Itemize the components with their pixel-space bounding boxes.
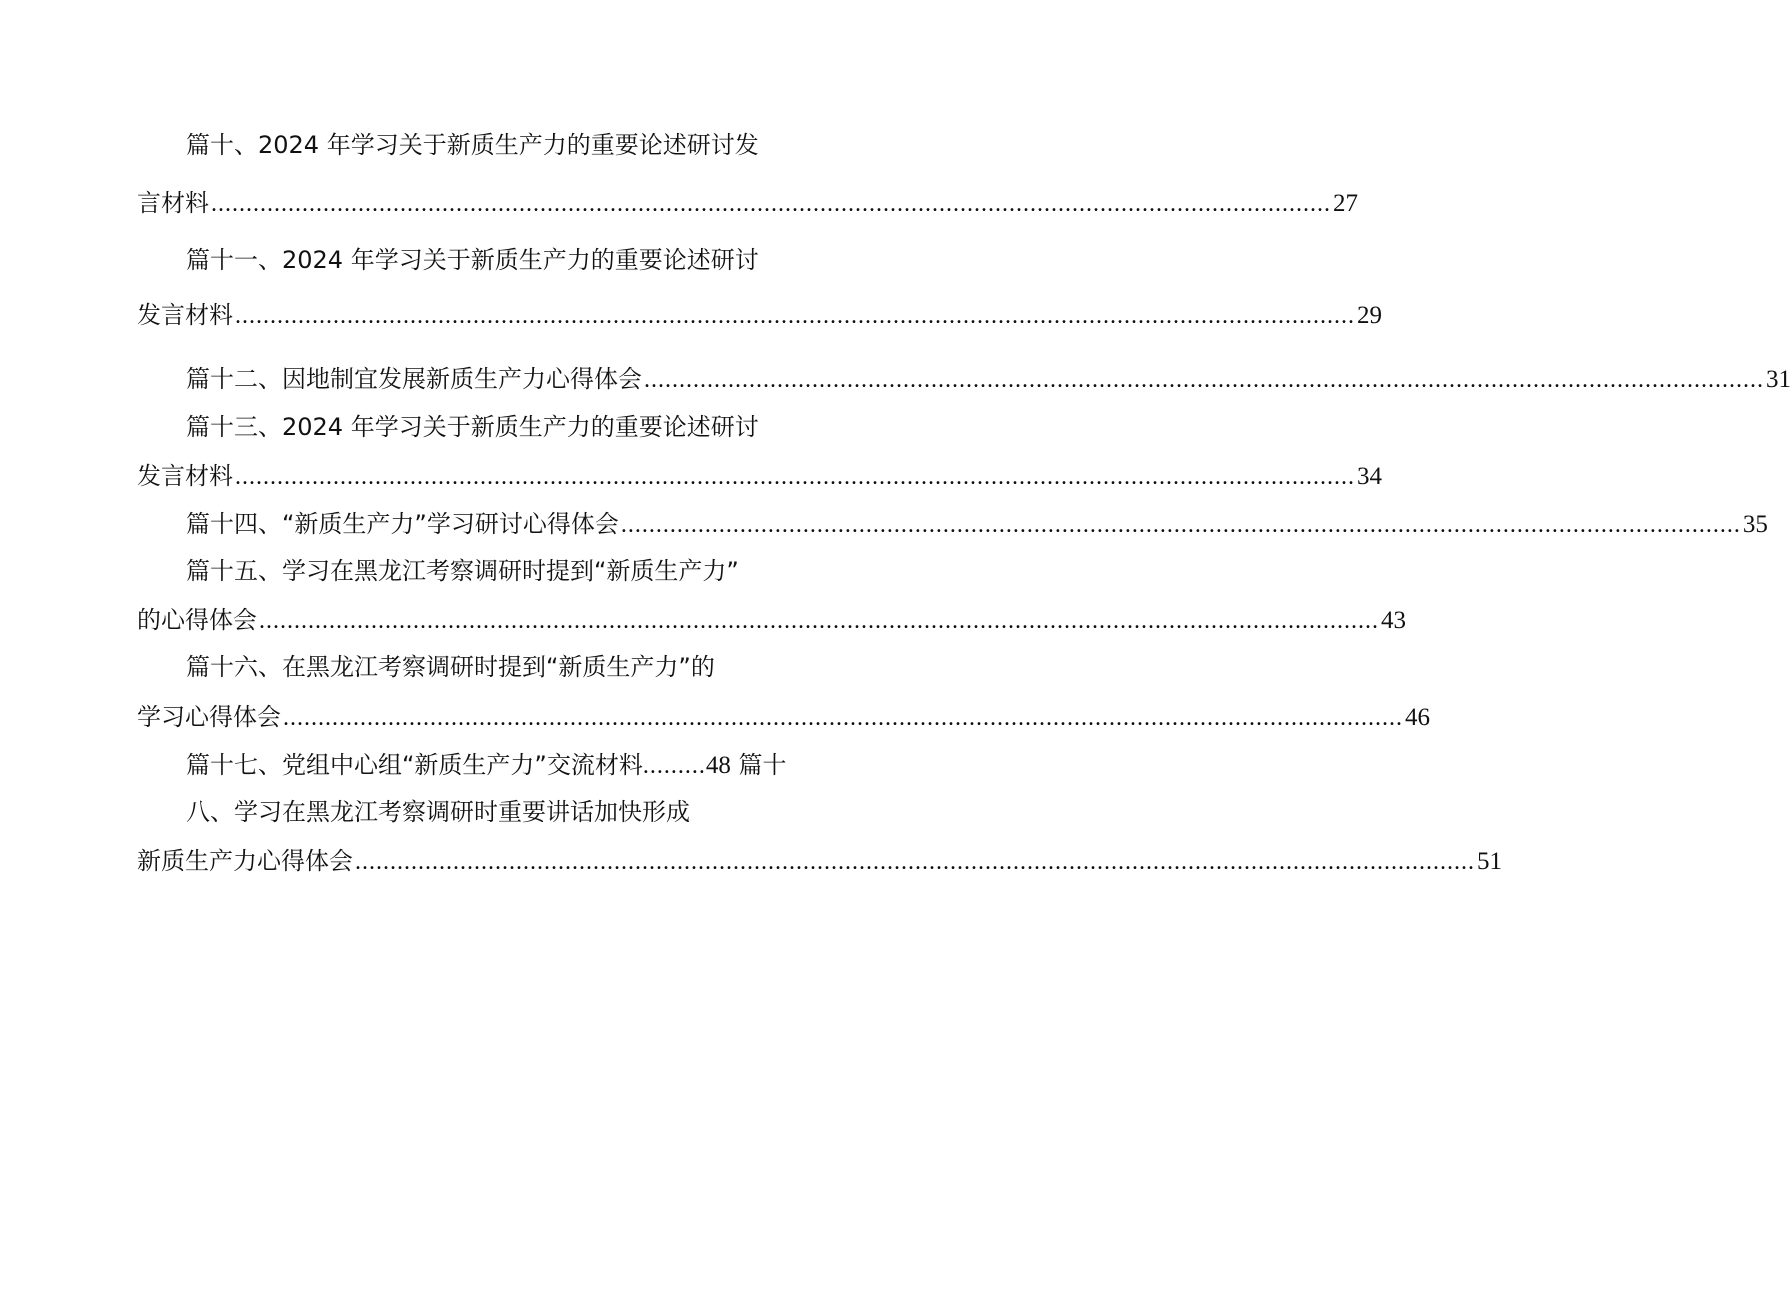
- toc-entry-text: 篇十三、2024 年学习关于新质生产力的重要论述研讨: [186, 413, 759, 441]
- toc-entry-text: 篇十五、学习在黑龙江考察调研时提到“新质生产力”: [186, 557, 739, 585]
- page-number: 51: [1477, 848, 1502, 875]
- dot-leader: ................................................................................................................................................................: [235, 303, 1355, 329]
- toc-entry-text: 篇十四、“新质生产力”学习研讨心得体会: [186, 510, 619, 538]
- dot-leader: ................................................................................................................................................................: [355, 849, 1475, 875]
- toc-entry-text: 篇十、2024 年学习关于新质生产力的重要论述研讨发: [186, 131, 759, 159]
- toc-entry-18-title[interactable]: [186, 795, 690, 829]
- toc-entry-text: 言材料: [137, 189, 209, 217]
- page-number: 48: [705, 752, 731, 779]
- toc-entry-text: 篇十一、2024 年学习关于新质生产力的重要论述研讨: [186, 246, 759, 274]
- toc-entry-13-title[interactable]: [186, 410, 759, 444]
- toc-entry-text: 篇十六、在黑龙江考察调研时提到“新质生产力”的: [186, 653, 715, 681]
- dot-leader: ................................................................................................................................................................: [259, 608, 1379, 634]
- dot-leader: ................................................................................................................................................................: [235, 464, 1355, 490]
- toc-entry-10-title[interactable]: [186, 128, 759, 162]
- toc-entry-13-leader-line[interactable]: [137, 459, 1382, 493]
- dot-leader: ................................................................................................................................................................: [283, 705, 1403, 731]
- page-number: 43: [1381, 607, 1406, 634]
- toc-entry-12-leader-line[interactable]: [186, 362, 1791, 396]
- toc-entry-text: 学习心得体会: [137, 703, 281, 731]
- dot-leader: ................................................................................................................................................................: [211, 191, 1331, 217]
- page-number: 27: [1333, 190, 1358, 217]
- toc-entry-14-leader-line[interactable]: [186, 507, 1768, 541]
- page-number: 29: [1357, 302, 1382, 329]
- toc-entry-11-title[interactable]: [186, 243, 759, 277]
- dot-leader: ................................................................................................................................................................: [620, 512, 1741, 538]
- page-number: 31: [1766, 366, 1791, 393]
- page-number: 34: [1357, 463, 1382, 490]
- page-number: 35: [1742, 511, 1768, 538]
- toc-entry-text: 的心得体会: [137, 606, 257, 634]
- toc-entry-10-leader-line[interactable]: [137, 186, 1358, 220]
- toc-entry-text: 篇十二、因地制宜发展新质生产力心得体会: [186, 365, 642, 393]
- toc-entry-18-leader-line[interactable]: [137, 844, 1502, 878]
- toc-entry-11-leader-line[interactable]: [137, 298, 1382, 332]
- toc-entry-17-line[interactable]: [186, 748, 787, 782]
- page-number: 46: [1405, 704, 1430, 731]
- toc-entry-text: 八、学习在黑龙江考察调研时重要讲话加快形成: [186, 798, 690, 826]
- toc-entry-16-title[interactable]: [186, 650, 715, 684]
- toc-entry-text: 篇十: [738, 751, 787, 779]
- toc-entry-text: 篇十七、党组中心组“新质生产力”交流材料: [186, 751, 643, 779]
- toc-entry-text: 新质生产力心得体会: [137, 847, 353, 875]
- dot-leader: ................................................................................................................................................................: [644, 367, 1764, 393]
- toc-entry-16-leader-line[interactable]: [137, 700, 1430, 734]
- toc-entry-text: 发言材料: [137, 462, 233, 490]
- toc-entry-text: 发言材料: [137, 301, 233, 329]
- toc-entry-15-leader-line[interactable]: [137, 603, 1406, 637]
- toc-entry-15-title[interactable]: [186, 554, 739, 588]
- dot-leader: .........: [642, 753, 706, 779]
